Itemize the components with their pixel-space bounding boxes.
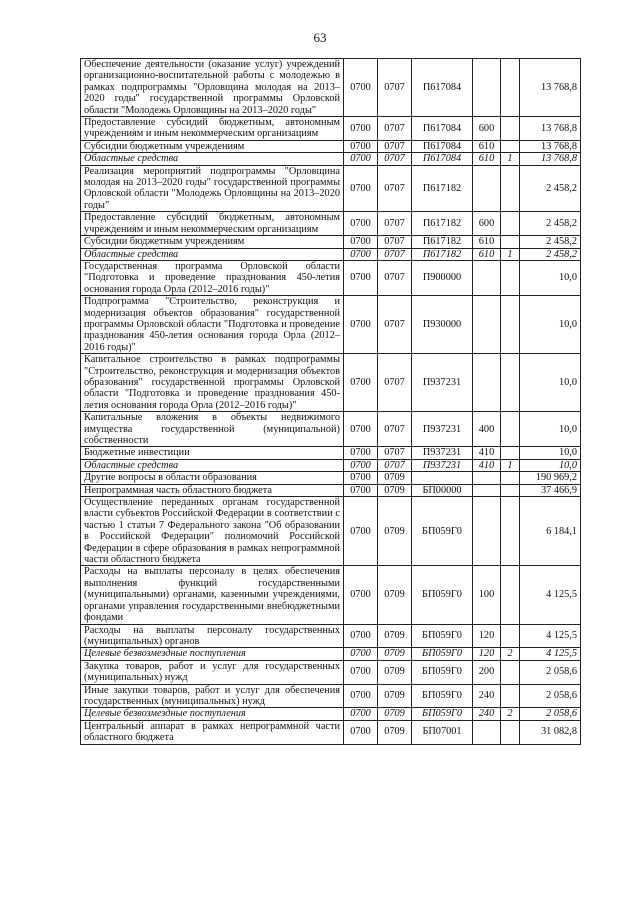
description-cell: Предоставление субсидий бюджетным, автономным учреждениям и иным некоммерческим организациям [81,212,344,236]
table-row [81,660,581,684]
table-row-funding-source [81,248,581,260]
section-code-cell: 0700 [344,212,378,236]
section-code-cell: 0700 [344,720,378,744]
description-cell: Иные закупки товаров, работ и услуг для обеспечения государственных (муниципальных) нужд [81,684,344,708]
expense-type-cell [473,296,501,354]
target-article-cell: БП059Г0 [412,497,473,566]
subsection-code-cell: 0707 [378,296,412,354]
funding-source-cell [501,447,520,459]
target-article-cell: БП059Г0 [412,660,473,684]
target-article-cell [412,472,473,484]
table-row-funding-source [81,153,581,165]
funding-source-cell [501,484,520,496]
funding-source-cell [501,296,520,354]
subsection-code-cell: 0709 [378,720,412,744]
target-article-cell: П930000 [412,296,473,354]
subsection-code-cell: 0709 [378,472,412,484]
table-row [81,484,581,496]
expense-type-cell [473,59,501,117]
section-code-cell: 0700 [344,140,378,152]
table-row [81,236,581,248]
section-code-cell: 0700 [344,566,378,624]
description-cell: Областные средства [81,153,344,165]
description-cell: Подпрограмма "Строительство, реконструкция и модернизация объектов образования" государственной программы Орловской области "Подготовка и проведение празднования 450-летия основания города Орла (2012–2016 годы)" [81,296,344,354]
description-cell: Закупка товаров, работ и услуг для государственных (муниципальных) нужд [81,660,344,684]
section-code-cell: 0700 [344,497,378,566]
expense-type-cell: 240 [473,708,501,720]
section-code-cell: 0700 [344,236,378,248]
amount-cell: 13 768,8 [520,117,581,141]
funding-source-cell [501,472,520,484]
table-row-funding-source [81,648,581,660]
subsection-code-cell: 0707 [378,212,412,236]
expense-type-cell [473,484,501,496]
subsection-code-cell: 0709 [378,708,412,720]
amount-cell: 37 466,9 [520,484,581,496]
amount-cell: 2 458,2 [520,212,581,236]
description-cell: Субсидии бюджетным учреждениям [81,140,344,152]
table-row [81,566,581,624]
table-row [81,720,581,744]
target-article-cell: П937231 [412,354,473,412]
table-row-funding-source [81,459,581,471]
subsection-code-cell: 0709 [378,497,412,566]
amount-cell: 10,0 [520,296,581,354]
expense-type-cell: 610 [473,153,501,165]
expense-type-cell: 200 [473,660,501,684]
funding-source-cell: 1 [501,153,520,165]
subsection-code-cell: 0709 [378,484,412,496]
subsection-code-cell: 0707 [378,117,412,141]
funding-source-cell [501,624,520,648]
target-article-cell: П617084 [412,117,473,141]
funding-source-cell: 2 [501,708,520,720]
section-code-cell: 0700 [344,459,378,471]
target-article-cell: П900000 [412,260,473,295]
section-code-cell: 0700 [344,660,378,684]
funding-source-cell [501,354,520,412]
amount-cell: 13 768,8 [520,140,581,152]
description-cell: Капитальные вложения в объекты недвижимого имущества государственной (муниципальной) собственности [81,412,344,447]
amount-cell: 2 058,6 [520,660,581,684]
subsection-code-cell: 0707 [378,412,412,447]
section-code-cell: 0700 [344,624,378,648]
section-code-cell: 0700 [344,165,378,212]
section-code-cell: 0700 [344,296,378,354]
description-cell: Реализация мероприятий подпрограммы "Орловщина молодая на 2013–2020 годы" государственной программы Орловской области "Молодежь Орловщины на 2013–2020 годы" [81,165,344,212]
subsection-code-cell: 0707 [378,236,412,248]
funding-source-cell [501,59,520,117]
table-row [81,165,581,212]
expense-type-cell: 120 [473,648,501,660]
subsection-code-cell: 0707 [378,248,412,260]
section-code-cell: 0700 [344,484,378,496]
table-row [81,212,581,236]
subsection-code-cell: 0707 [378,354,412,412]
funding-source-cell [501,566,520,624]
description-cell: Обеспечение деятельности (оказание услуг) учреждений организационно-воспитательной работы с молодежью в рамках подпрограммы "Орловщина молодая на 2013–2020 годы" государственной программы Орловской области "Молодежь Орловщины на 2013–2020 годы" [81,59,344,117]
target-article-cell: П617182 [412,248,473,260]
table-row [81,59,581,117]
amount-cell: 190 969,2 [520,472,581,484]
table-row-funding-source [81,708,581,720]
section-code-cell: 0700 [344,248,378,260]
target-article-cell: БП00000 [412,484,473,496]
expense-type-cell: 400 [473,412,501,447]
section-code-cell: 0700 [344,684,378,708]
funding-source-cell [501,720,520,744]
table-row [81,472,581,484]
target-article-cell: БП059Г0 [412,684,473,708]
funding-source-cell [501,497,520,566]
description-cell: Расходы на выплаты персоналу в целях обеспечения выполнения функций государственными (муниципальными) органами, казенными учреждениями, органами управления государственными внебюджетными фондами [81,566,344,624]
description-cell: Бюджетные инвестиции [81,447,344,459]
subsection-code-cell: 0707 [378,140,412,152]
table-row [81,117,581,141]
target-article-cell: БП07001 [412,720,473,744]
amount-cell: 10,0 [520,459,581,471]
target-article-cell: БП059Г0 [412,648,473,660]
amount-cell: 4 125,5 [520,624,581,648]
target-article-cell: П617084 [412,59,473,117]
table-row [81,260,581,295]
table-row [81,447,581,459]
description-cell: Другие вопросы в области образования [81,472,344,484]
description-cell: Центральный аппарат в рамках непрограммной части областного бюджета [81,720,344,744]
expense-type-cell [473,472,501,484]
section-code-cell: 0700 [344,708,378,720]
page-number: 63 [313,30,327,45]
expense-type-cell: 240 [473,684,501,708]
funding-source-cell: 1 [501,248,520,260]
target-article-cell: П937231 [412,412,473,447]
target-article-cell: П617182 [412,212,473,236]
funding-source-cell [501,165,520,212]
amount-cell: 4 125,5 [520,566,581,624]
amount-cell: 2 458,2 [520,165,581,212]
amount-cell: 10,0 [520,354,581,412]
expense-type-cell: 410 [473,447,501,459]
target-article-cell: П617084 [412,140,473,152]
subsection-code-cell: 0707 [378,153,412,165]
table-row [81,354,581,412]
funding-source-cell: 2 [501,648,520,660]
table-row [81,624,581,648]
amount-cell: 10,0 [520,260,581,295]
amount-cell: 4 125,5 [520,648,581,660]
target-article-cell: П937231 [412,459,473,471]
expense-type-cell: 100 [473,566,501,624]
expense-type-cell: 600 [473,117,501,141]
section-code-cell: 0700 [344,260,378,295]
amount-cell: 31 082,8 [520,720,581,744]
subsection-code-cell: 0709 [378,684,412,708]
amount-cell: 13 768,8 [520,153,581,165]
funding-source-cell [501,412,520,447]
target-article-cell: П617182 [412,236,473,248]
subsection-code-cell: 0709 [378,566,412,624]
section-code-cell: 0700 [344,412,378,447]
target-article-cell: БП059Г0 [412,624,473,648]
subsection-code-cell: 0707 [378,165,412,212]
description-cell: Областные средства [81,459,344,471]
description-cell: Осуществление переданных органам государственной власти субъектов Российской Федерации в соответствии с частью 1 статьи 7 Федерального закона "Об образовании в Российской Федерации" полномочий Российской Федерации в сфере образования в рамках непрограммной части областного бюджета [81,497,344,566]
amount-cell: 2 058,6 [520,684,581,708]
section-code-cell: 0700 [344,117,378,141]
section-code-cell: 0700 [344,59,378,117]
table-row [81,140,581,152]
description-cell: Государственная программа Орловской области "Подготовка и проведение празднования 450-летия основания города Орла (2012–2016 годы)" [81,260,344,295]
expense-type-cell: 610 [473,248,501,260]
section-code-cell: 0700 [344,472,378,484]
subsection-code-cell: 0707 [378,59,412,117]
description-cell: Предоставление субсидий бюджетным, автономным учреждениям и иным некоммерческим организациям [81,117,344,141]
target-article-cell: П617084 [412,153,473,165]
expense-type-cell [473,260,501,295]
expense-type-cell [473,720,501,744]
expense-type-cell: 600 [473,212,501,236]
funding-source-cell [501,117,520,141]
subsection-code-cell: 0707 [378,447,412,459]
target-article-cell: БП059Г0 [412,566,473,624]
table-row [81,684,581,708]
amount-cell: 13 768,8 [520,59,581,117]
table-row [81,497,581,566]
amount-cell: 10,0 [520,447,581,459]
section-code-cell: 0700 [344,153,378,165]
description-cell: Целевые безвозмездные поступления [81,708,344,720]
funding-source-cell [501,684,520,708]
expense-type-cell: 610 [473,140,501,152]
amount-cell: 2 458,2 [520,236,581,248]
table-row [81,412,581,447]
expense-type-cell [473,165,501,212]
funding-source-cell [501,140,520,152]
description-cell: Капитальное строительство в рамках подпрограммы "Строительство, реконструкция и модернизация объектов образования" государственной программы Орловской области "Подготовка и проведение празднования 450-летия основания города Орла (2012–2016 годы)" [81,354,344,412]
amount-cell: 10,0 [520,412,581,447]
description-cell: Целевые безвозмездные поступления [81,648,344,660]
section-code-cell: 0700 [344,447,378,459]
subsection-code-cell: 0709 [378,624,412,648]
target-article-cell: П937231 [412,447,473,459]
amount-cell: 6 184,1 [520,497,581,566]
funding-source-cell [501,660,520,684]
expense-type-cell [473,354,501,412]
target-article-cell: БП059Г0 [412,708,473,720]
description-cell: Расходы на выплаты персоналу государственных (муниципальных) органов [81,624,344,648]
section-code-cell: 0700 [344,354,378,412]
description-cell: Областные средства [81,248,344,260]
amount-cell: 2 458,2 [520,248,581,260]
funding-source-cell [501,236,520,248]
funding-source-cell [501,260,520,295]
target-article-cell: П617182 [412,165,473,212]
expense-type-cell: 610 [473,236,501,248]
expense-type-cell: 410 [473,459,501,471]
amount-cell: 2 058,6 [520,708,581,720]
subsection-code-cell: 0707 [378,260,412,295]
budget-table [80,58,581,745]
subsection-code-cell: 0709 [378,648,412,660]
expense-type-cell [473,497,501,566]
subsection-code-cell: 0709 [378,660,412,684]
description-cell: Непрограммная часть областного бюджета [81,484,344,496]
expense-type-cell: 120 [473,624,501,648]
description-cell: Субсидии бюджетным учреждениям [81,236,344,248]
section-code-cell: 0700 [344,648,378,660]
subsection-code-cell: 0707 [378,459,412,471]
funding-source-cell [501,212,520,236]
funding-source-cell: 1 [501,459,520,471]
table-row [81,296,581,354]
